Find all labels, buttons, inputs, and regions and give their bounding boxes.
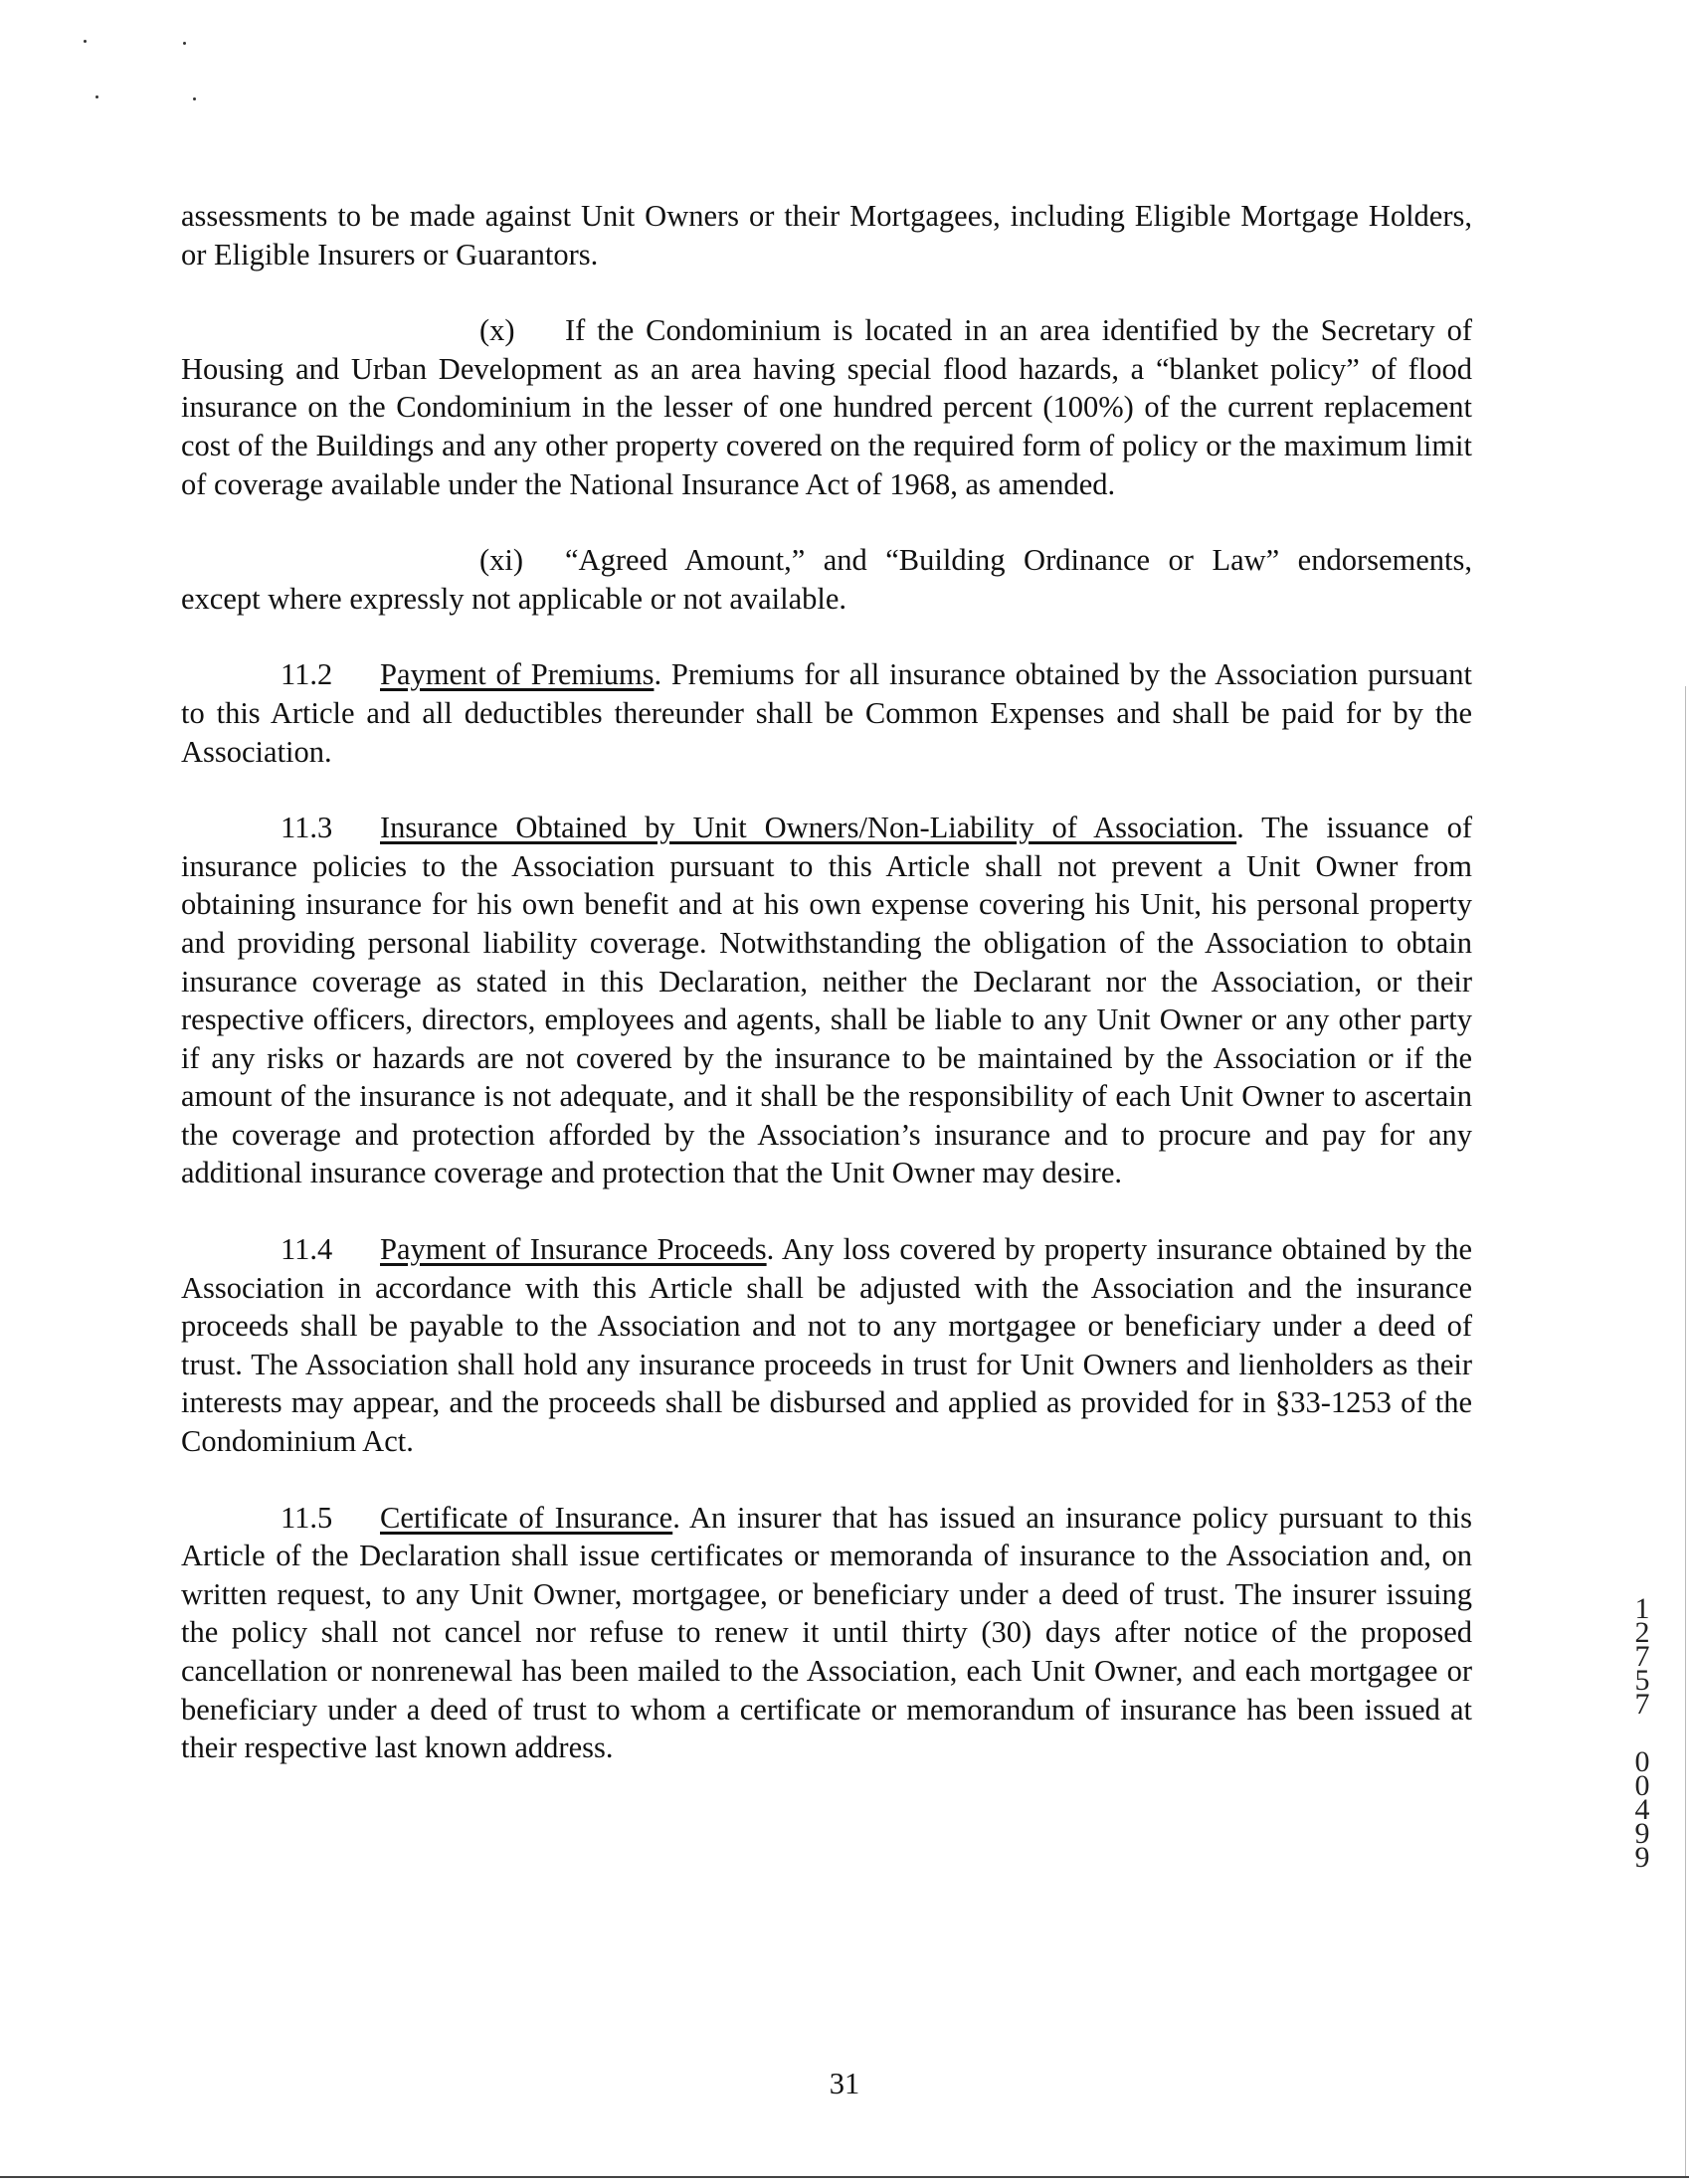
scan-speck [95,95,98,98]
section-heading: Insurance Obtained by Unit Owners/Non-Liability of Association [380,811,1237,845]
stamp-digit: 7 [1634,1688,1650,1721]
margin-book-page-stamp [1627,1592,1657,1874]
subitem-xi [181,541,1472,618]
section-heading: Payment of Insurance Proceeds [380,1232,767,1267]
subitem-text: “Agreed Amount,” and “Building Ordinance or Law” endorsements, except where expressly not applicable or not available. [181,543,1472,616]
subitem-marker: (xi) [479,543,524,578]
section-text: . Premiums for all insurance obtained by the Association pursuant to this Article and all deductibles thereunder shall be Common Expenses and shall be paid for by the Association. [181,657,1472,769]
scan-speck [84,40,87,43]
continuation-paragraph [181,197,1472,273]
paragraph-text: assessments to be made against Unit Owners or their Mortgagees, including Eligible Mortgage Holders, or Eligible Insurers or Guarantors. [181,199,1472,272]
section-heading: Certificate of Insurance [380,1500,673,1535]
page-number: 31 [829,2067,860,2100]
subitem-x [181,311,1472,503]
section-number: 11.3 [281,811,333,845]
stamp-digit: 9 [1634,1817,1650,1850]
section-text: . Any loss covered by property insurance obtained by the Association in accordance with this Article shall be adjusted with the Association and the insurance proceeds shall be payable to the Association and not to any mortgagee or beneficiary under a deed of trust. The Association shall hold any insurance proceeds in trust for Unit Owners and lienholders as their interests may appear, and the proceeds shall be disbursed and applied as provided for in §33-1253 of the Condominium Act. [181,1232,1472,1459]
stamp-digit: 5 [1634,1664,1650,1697]
section-11-5 [181,1499,1472,1767]
section-text: . An insurer that has issued an insurance policy pursuant to this Article of the Declaration shall issue certificates or memoranda of insurance to the Association and, on written request, to any Unit Owner, mortgagee, or beneficiary under a deed of trust. The insurer issuing the policy shall not cancel nor refuse to renew it until thirty (30) days after notice of the proposed cancellation or nonrenewal has been mailed to the Association, each Unit Owner, and each mortgagee or beneficiary under a deed of trust to whom a certificate or memorandum of insurance has been issued at their respective last known address. [181,1500,1472,1765]
section-number: 11.2 [281,657,333,692]
stamp-digit: 4 [1634,1793,1650,1826]
section-text: . The issuance of insurance policies to the Association pursuant to this Article shall not prevent a Unit Owner from obtaining insurance for his own benefit and at his own expense covering his Unit, his personal property and providing personal liability coverage. Notwithstanding the obligation of the Association to obtain insurance coverage as stated in this Declaration, neither the Declarant nor the Association, or their respective officers, directors, employees and agents, shall be liable to any Unit Owner or any other party if any risks or hazards are not covered by the insurance to be maintained by the Association or if the amount of the insurance is not adequate, and it shall be the responsibility of each Unit Owner to ascertain the coverage and protection afforded by the Association’s insurance and to procure and pay for any additional insurance coverage and protection that the Unit Owner may desire. [181,811,1472,1190]
section-11-4 [181,1230,1472,1461]
section-number: 11.5 [281,1500,333,1535]
scan-edge-line [1685,686,1686,2178]
section-number: 11.4 [281,1232,333,1267]
scan-bottom-edge [0,2176,1689,2178]
stamp-digit: 1 [1634,1592,1650,1625]
stamp-digit: 2 [1634,1616,1650,1649]
section-11-3 [181,809,1472,1192]
stamp-digit: 0 [1634,1769,1650,1802]
section-heading: Payment of Premiums [380,657,655,692]
stamp-digit: 7 [1634,1640,1650,1673]
stamp-digit: 0 [1634,1745,1650,1778]
scan-speck [193,97,196,100]
document-body [181,197,1472,1805]
scan-speck [183,42,186,45]
section-11-2 [181,655,1472,771]
subitem-text: If the Condominium is located in an area identified by the Secretary of Housing and Urban Development as an area having special flood hazards, a “blanket policy” of flood insurance on the Condominium in the lesser of one hundred percent (100%) of the current replacement cost of the Buildings and any other property covered on the required form of policy or the maximum limit of coverage available under the National Insurance Act of 1968, as amended. [181,313,1472,501]
stamp-digit: 9 [1634,1841,1650,1874]
subitem-marker: (x) [479,313,515,348]
